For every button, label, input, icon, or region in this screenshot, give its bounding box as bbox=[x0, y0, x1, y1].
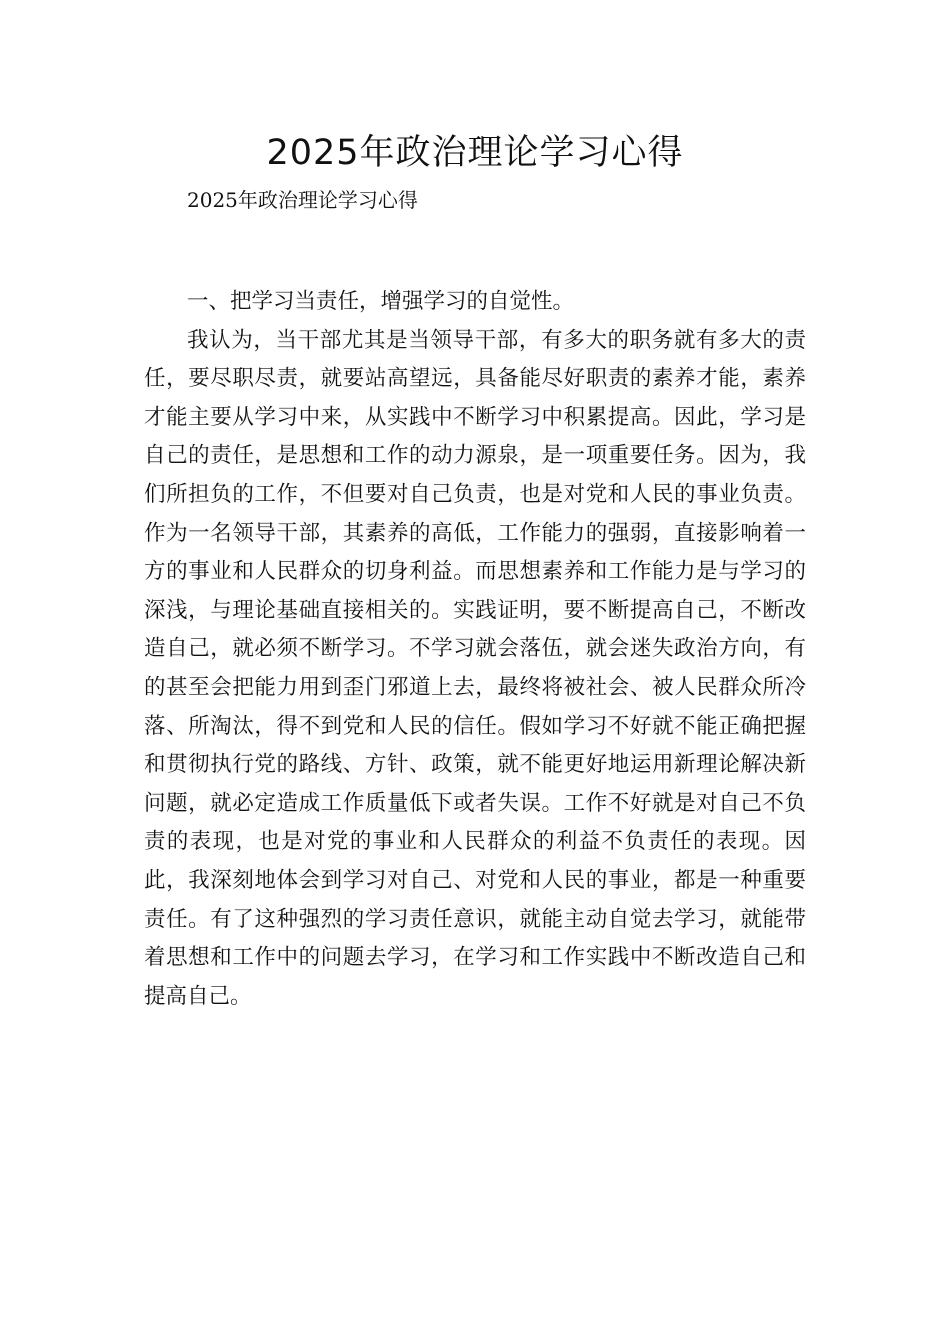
section-heading: 一、把学习当责任，增强学习的自觉性。 bbox=[187, 289, 575, 314]
document-subtitle: 2025年政治理论学习心得 bbox=[187, 188, 418, 212]
body-paragraph: 我认为，当干部尤其是当领导干部，有多大的职务就有多大的责任，要尽职尽责，就要站高望远，具备能尽好职责的素养才能，素养才能主要从学习中来，从实践中不断学习中积累提高。因此，学习是自己的责任，是思想和工作的动力源泉，是一项重要任务。因为，我们所担负的工作，不但要对自己负责，也是对党和人民的事业负责。作为一名领导干部，其素养的高低，工作能力的强弱，直接影响着一方的事业和人民群众的切身利益。而思想素养和工作能力是与学习的深浅，与理论基础直接相关的。实践证明，要不断提高自己，不断改造自己，就必须不断学习。不学习就会落伍，就会迷失政治方向，有的甚至会把能力用到歪门邪道上去，最终将被社会、被人民群众所冷落、所淘汰，得不到党和人民的信任。假如学习不好就不能正确把握和贯彻执行党的路线、方针、政策，就不能更好地运用新理论解决新问题，就必定造成工作质量低下或者失误。工作不好就是对自己不负责的表现，也是对党的事业和人民群众的利益不负责任的表现。因此，我深刻地体会到学习对自己、对党和人民的事业，都是一种重要责任。有了这种强烈的学习责任意识，就能主动自觉去学习，就能带着思想和工作中的问题去学习，在学习和工作实践中不断改造自己和提高自己。 bbox=[144, 327, 806, 1009]
document-body bbox=[144, 283, 806, 1016]
document-title: 2025年政治理论学习心得 bbox=[266, 133, 684, 173]
